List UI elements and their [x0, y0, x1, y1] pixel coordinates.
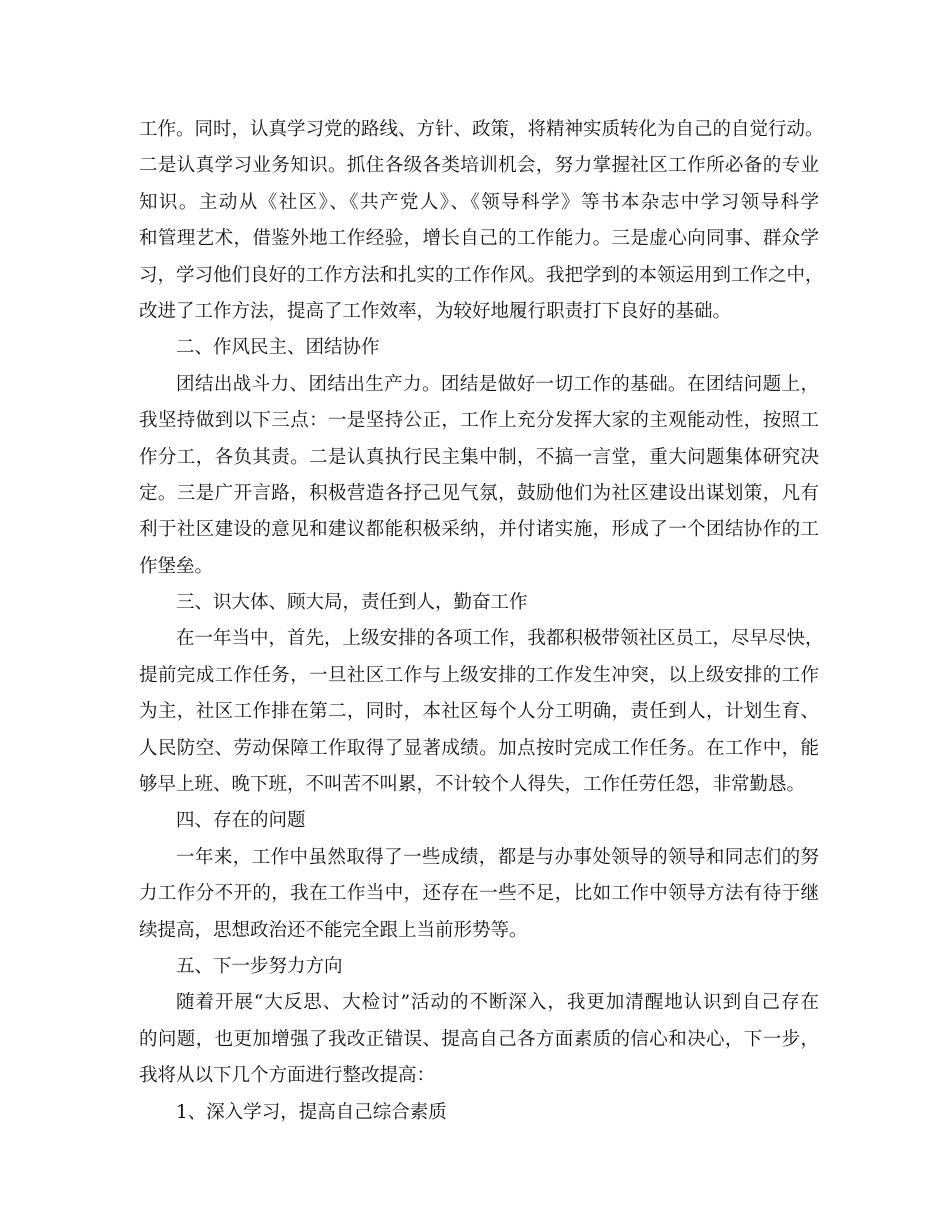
paragraph-line: 工作。同时，认真学习党的路线、方针、政策，将精神实质转化为自己的自觉行动。	[139, 119, 824, 140]
paragraph-line: 改进了工作方法，提高了工作效率，为较好地履行职责打下良好的基础。	[139, 300, 732, 322]
paragraph-line: 随着开展“大反思、大检讨”活动的不断深入，我更加清醒地认识到自己存在	[176, 992, 819, 1014]
paragraph-line: 为主，社区工作排在第二，同时，本社区每个人分工明确，责任到人，计划生育、	[139, 701, 819, 723]
section-heading: 三、识大体、顾大局，责任到人，勤奋工作	[176, 592, 528, 614]
section-heading: 二、作风民主、团结协作	[176, 337, 380, 359]
paragraph-line: 提前完成工作任务，一旦社区工作与上级安排的工作发生冲突，以上级安排的工作	[139, 664, 819, 686]
paragraph-line: 定。三是广开言路，积极营造各抒己见气氛，鼓励他们为社区建设出谋划策，凡有	[139, 482, 819, 504]
paragraph-line: 作分工，各负其责。二是认真执行民主集中制，不搞一言堂，重大问题集体研究决	[139, 446, 819, 468]
paragraph-line: 和管理艺术，借鉴外地工作经验，增长自己的工作能力。三是虚心向同事、群众学	[139, 228, 819, 250]
paragraph-line: 够早上班、晚下班，不叫苦不叫累，不计较个人得失，工作任劳任怨，非常勤恳。	[139, 774, 806, 796]
paragraph-line: 团结出战斗力、团结出生产力。团结是做好一切工作的基础。在团结问题上，	[176, 373, 819, 395]
paragraph-line: 续提高，思想政治还不能完全跟上当前形势等。	[139, 919, 528, 941]
paragraph-line: 二是认真学习业务知识。抓住各级各类培训机会，努力掌握社区工作所必备的专业	[139, 155, 819, 177]
paragraph-line: 在一年当中，首先，上级安排的各项工作，我都积极带领社区员工，尽早尽快，	[176, 628, 824, 650]
paragraph-line: 利于社区建设的意见和建议都能积极采纳，并付诸实施，形成了一个团结协作的工	[139, 519, 819, 541]
paragraph-line: 我坚持做到以下三点：一是坚持公正，工作上充分发挥大家的主观能动性，按照工	[139, 410, 819, 432]
section-heading: 五、下一步努力方向	[176, 955, 343, 977]
paragraph-line: 我将从以下几个方面进行整改提高：	[139, 1065, 436, 1087]
paragraph-line: 力工作分不开的，我在工作当中，还存在一些不足，比如工作中领导方法有待于继	[139, 883, 819, 905]
paragraph-line: 作堡垒。	[139, 555, 214, 577]
paragraph-line: 人民防空、劳动保障工作取得了显著成绩。加点按时完成工作任务。在工作中，能	[139, 737, 819, 759]
paragraph-line: 的问题，也更加增强了我改正错误、提高自己各方面素质的信心和决心，下一步，	[139, 1028, 819, 1050]
paragraph-line: 知识。主动从《社区》、《共产党人》、《领导科学》等书本杂志中学习领导科学	[139, 191, 819, 213]
document-body	[139, 112, 824, 1131]
section-heading: 四、存在的问题	[176, 810, 306, 832]
paragraph-line: 一年来，工作中虽然取得了一些成绩，都是与办事处领导的领导和同志们的努	[176, 846, 819, 868]
paragraph-line: 习，学习他们良好的工作方法和扎实的工作作风。我把学到的本领运用到工作之中，	[139, 264, 824, 286]
subsection-heading: 1、深入学习，提高自己综合素质	[176, 1101, 447, 1123]
